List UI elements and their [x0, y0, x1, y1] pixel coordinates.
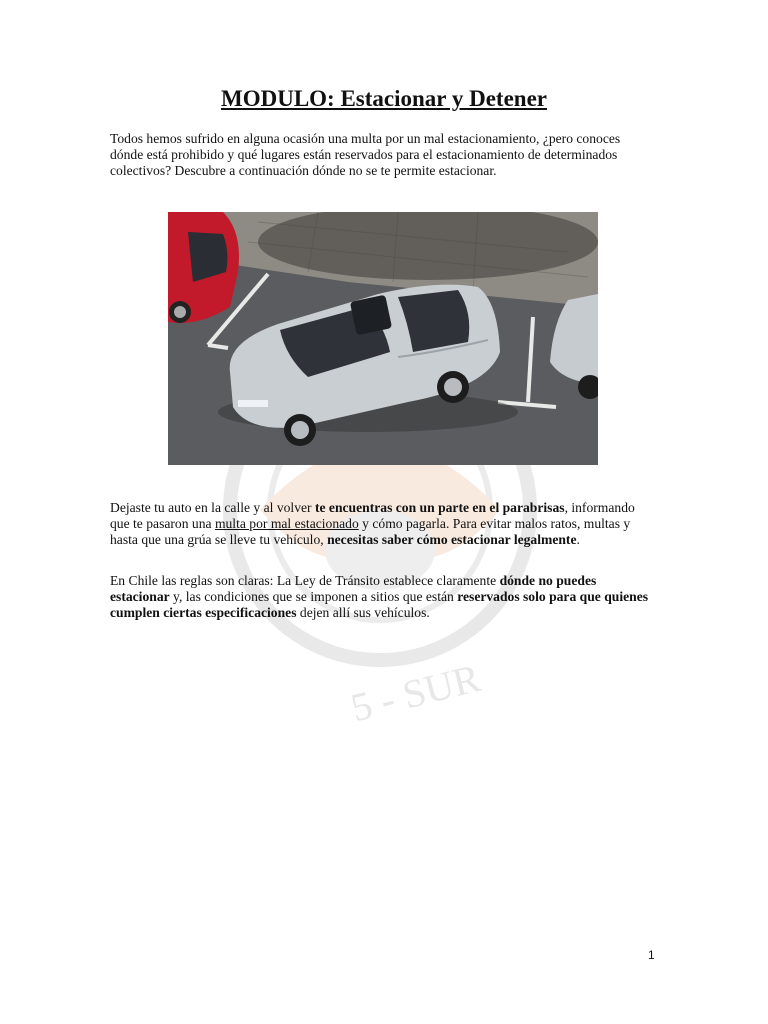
page-number: 1	[648, 948, 655, 962]
bold-phrase: reservados solo para que quienes cumplen ciertas especificaciones	[110, 589, 649, 620]
underlined-phrase: multa por mal estacionado	[214, 516, 359, 531]
intro-paragraph: Todos hemos sufrido en alguna ocasión una multa por un mal estacionamiento, ¿pero conoces dónde está prohibido y qué lugares están reservados para el estacionamiento de determinados colectivos? Descubre a continuación dónde no se te permite estacionar.	[110, 131, 621, 178]
paragraph-parking-ticket: Dejaste tu auto en la calle y al volver te encuentras con un parte en el parabrisas, informando que te pasaron una multa por mal estacionado y cómo pagarla. Para evitar malos ratos, multas y hasta que una grúa se lleve tu vehículo, necesitas saber cómo estacionar legalmente.	[110, 500, 635, 547]
parking-photo	[168, 212, 598, 465]
paragraph-chile-law: En Chile las reglas son claras: La Ley de Tránsito establece claramente dónde no puedes estacionar y, las condiciones que se imponen a sitios que están reservados solo para que quienes cumplen ciertas especificaciones dejen allí sus vehículos.	[110, 573, 649, 620]
bold-phrase: te encuentras con un parte en el parabrisas	[314, 500, 565, 515]
watermark-text: 5 - SUR	[346, 654, 485, 731]
bold-phrase: necesitas saber cómo estacionar legalmente	[327, 532, 577, 547]
page-title: MODULO: Estacionar y Detener	[221, 86, 547, 111]
red-car	[168, 212, 239, 323]
bold-phrase: dónde no puedes estacionar	[110, 573, 597, 604]
